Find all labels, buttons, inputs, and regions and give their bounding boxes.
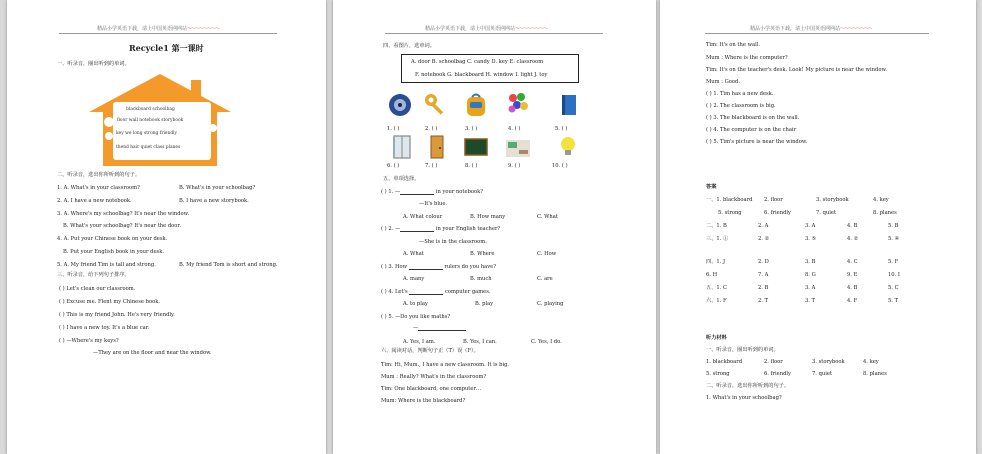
answer-key-item: 3. T	[805, 298, 816, 304]
judge-item: ( ) 1. Tim has a new desk.	[706, 91, 774, 97]
listening-word: 5. strong	[706, 371, 730, 377]
answer-key-item: 6. friendly	[764, 210, 791, 216]
answer-key-item: 6. H	[706, 272, 718, 278]
mc-option: A. to play	[403, 301, 428, 307]
answer-blank[interactable]: 5. ( )	[555, 126, 568, 132]
question-option: B. Put your English book in your desk.	[63, 249, 164, 255]
mc-option: B. much	[470, 276, 492, 282]
answer-blank[interactable]: 1. ( )	[387, 126, 400, 132]
dialogue-line: Mum : Good.	[706, 79, 740, 85]
mc-question: ( ) 4. Let's computer games.	[381, 289, 491, 295]
mc-option: C. Yes, I do.	[531, 339, 562, 345]
answer-key-item: 四、1. J	[706, 259, 726, 265]
order-item: ( ) I have a new toy. It's a blue car.	[59, 325, 150, 331]
door-picture	[423, 134, 449, 160]
page-header: 精品小学英语下载，请上中国英语网网站〜〜〜〜〜〜〜〜	[425, 26, 548, 32]
mc-option: B. Yes, I can.	[463, 339, 497, 345]
order-item: ( ) Let's clean our classroom.	[59, 286, 136, 292]
answer-key-item: 5. ④	[888, 236, 900, 242]
question-option: B. My friend Tom is short and strong.	[179, 262, 278, 268]
key-picture	[423, 92, 449, 118]
dialogue-line: Mum : Really? What's in the classroom?	[381, 374, 487, 380]
answer-key-item: 8. planes	[873, 210, 897, 216]
section-4-heading: 四、看图片，选单词。	[383, 43, 435, 49]
house-words-row: thend hair quiet class planes	[116, 145, 181, 150]
answer-key-item: 8. G	[805, 272, 816, 278]
order-item: ( ) —Where's my keys?	[59, 338, 119, 344]
listening-word: 8. planes	[863, 371, 887, 377]
judge-item: ( ) 5. Tim's picture is near the window.	[706, 139, 808, 145]
word-bank-row: A. door B. schoolbag C. candy D. key E. classroom	[411, 59, 544, 65]
page-title: Recycle1 第一课时	[129, 43, 204, 53]
page-header: 精品小学英语下载，请上中国英语网网站〜〜〜〜〜〜〜〜	[97, 26, 220, 32]
section-2-heading: 二、听录音，选出你所听到的句子。	[57, 172, 141, 178]
header-rule	[385, 33, 603, 34]
order-item: ( ) This is my friend John. He's very friendly.	[59, 312, 175, 318]
mc-option: C. What	[537, 214, 558, 220]
yoyo-toy-picture	[387, 92, 413, 118]
answer-blank[interactable]: 7. ( )	[425, 163, 438, 169]
mc-question: ( ) 3. How rulers do you have?	[381, 264, 497, 270]
question-option: 1. A. What's in your classroom?	[57, 185, 140, 191]
header-rule	[59, 33, 277, 34]
header-rule	[705, 33, 929, 34]
listening-section-heading: 二、听录音，选出你所听到的句子。	[706, 383, 790, 389]
mc-option: A. Yes, I am.	[403, 339, 436, 345]
answer-key-item: 2. ②	[758, 236, 770, 242]
house-words-row: key we long strong friendly	[116, 131, 178, 136]
question-option: 3. A. Where's my schoolbag? It's near the window.	[57, 211, 190, 217]
window-picture	[389, 134, 415, 160]
mc-option: A. What	[403, 251, 424, 257]
question-option: 2. A. I have a new notebook.	[57, 198, 132, 204]
answer-key-item: 9. E	[847, 272, 858, 278]
blackboard-picture	[463, 135, 489, 161]
answer-key-item: 2. floor	[764, 197, 783, 203]
answer-key-item: 7. quiet	[816, 210, 837, 216]
dialogue-line: Tim: Hi, Mum., I have a new classroom. It is big.	[381, 362, 510, 368]
light-bulb-picture	[555, 134, 581, 160]
answer-blank[interactable]: 4. ( )	[508, 126, 521, 132]
answer-key-item: 一、1. blackboard	[706, 197, 753, 203]
dialogue-line: Tim: It's on the wall.	[706, 42, 761, 48]
answer-key-item: 5. F	[888, 259, 899, 265]
answer-key-item: 2. B	[758, 285, 769, 291]
judge-item: ( ) 3. The blackboard is on the wall.	[706, 115, 800, 121]
question-option: B. I have a new storybook.	[179, 198, 249, 204]
listening-word: 3. storybook	[812, 359, 845, 365]
answer-key-item: 2. D	[758, 259, 769, 265]
listening-heading: 听力材料	[706, 335, 727, 341]
order-item: ( ) Excuse me. Flent my Chinese book.	[59, 299, 160, 305]
mc-question: ( ) 5. —Do you like maths?	[381, 314, 451, 320]
mc-answer-line: —It's blue.	[419, 201, 448, 207]
answer-key-item: 3. ⑤	[805, 236, 817, 242]
question-option: 5. A. My friend Tim is tall and strong.	[57, 262, 156, 268]
answer-key-item: 三、1. ①	[706, 236, 729, 242]
section-6-heading: 六、阅读对话，判断句子正（T）误（F）。	[381, 348, 479, 354]
answer-key-item: 六、1. F	[706, 298, 727, 304]
mc-answer-line: —	[413, 325, 466, 331]
house-words-row: blackboard schoolbag	[126, 107, 175, 112]
mc-option: C. How	[537, 251, 557, 257]
answer-key-item: 2. T	[758, 298, 769, 304]
answer-key-item: 10. I	[888, 272, 900, 278]
listening-sentence: 1. What's in your schoolbag?	[706, 395, 782, 401]
mc-option: C. are	[537, 276, 553, 282]
page-2	[333, 0, 656, 454]
listening-word: 2. floor	[764, 359, 783, 365]
answer-key-item: 2. A	[758, 223, 769, 229]
answer-key-item: 5. B	[888, 223, 899, 229]
listening-word: 4. key	[863, 359, 879, 365]
answer-blank[interactable]: 8. ( )	[465, 163, 478, 169]
listening-word: 1. blackboard	[706, 359, 743, 365]
mc-option: B. play	[475, 301, 494, 307]
mc-question: ( ) 1. — in your notebook?	[381, 189, 484, 195]
answer-key-item: 4. F	[847, 298, 858, 304]
mc-question: ( ) 2. — in your English teacher?	[381, 226, 501, 232]
dialogue-line: Mum : Where is the computer?	[706, 55, 788, 61]
mc-answer-line: —She is in the classroom.	[419, 239, 487, 245]
notebook-picture	[555, 92, 581, 118]
listening-section-heading: 一、听录音，圈出听到的单词。	[706, 347, 779, 353]
mc-option: A. many	[403, 276, 425, 282]
answer-key-item: 5. strong	[718, 210, 742, 216]
answer-blank[interactable]: 6. ( )	[387, 163, 400, 169]
section-1-heading: 一、听录音，圈出听到的单词。	[57, 61, 130, 67]
page-3	[660, 0, 976, 454]
judge-item: ( ) 4. The computer is on the chair	[706, 127, 797, 133]
answer-key-item: 3. A	[805, 223, 816, 229]
page-1	[7, 0, 326, 454]
answer-blank[interactable]: 10. ( )	[552, 163, 568, 169]
answer-key-item: 5. T	[888, 298, 899, 304]
house-words-row: floor wall notebook storybook	[117, 118, 184, 123]
answer-key-item: 7. A	[758, 272, 769, 278]
word-bank-row: F. notebook G. blackboard H. window I. light J. toy	[415, 72, 548, 78]
answer-key-item: 4. ②	[847, 236, 859, 242]
question-option: B. What's your schoolbag? It's near the door.	[63, 223, 181, 229]
dialogue-line: Tim: It's on the teacher's desk. Look! My picture is near the window.	[706, 67, 887, 73]
answer-blank[interactable]: 3. ( )	[465, 126, 478, 132]
mc-option: A. What colour	[403, 214, 443, 220]
answer-key-item: 3. B	[805, 259, 816, 265]
section-5-heading: 五、单项选择。	[383, 176, 420, 182]
answer-key-item: 4. B	[847, 223, 858, 229]
question-option: 4. A. Put your Chinese book on your desk.	[57, 236, 168, 242]
mc-option: B. Where	[470, 251, 495, 257]
schoolbag-picture	[463, 92, 489, 118]
answer-key-item: 3. storybook	[816, 197, 849, 203]
question-option: B. What's in your schoolbag?	[179, 185, 256, 191]
answer-key-item: 4. B	[847, 285, 858, 291]
order-item-answer: —They are on the floor and near the window.	[93, 350, 212, 356]
dialogue-line: Mum: Where is the blackboard?	[381, 398, 466, 404]
answer-blank[interactable]: 9. ( )	[508, 163, 521, 169]
answer-key-item: 4. C	[847, 259, 858, 265]
answer-blank[interactable]: 2. ( )	[425, 126, 438, 132]
judge-item: ( ) 2. The classroom is big.	[706, 103, 776, 109]
answer-key-item: 3. A	[805, 285, 816, 291]
answer-key-item: 二、1. B	[706, 223, 727, 229]
answer-key-heading: 答案	[706, 184, 717, 190]
candy-picture	[505, 90, 531, 116]
dialogue-line: Tim: One blackboard, one computer…	[381, 386, 482, 392]
section-3-heading: 三、听录音，给下列句子排序。	[57, 272, 130, 278]
answer-key-item: 4. key	[873, 197, 889, 203]
listening-word: 7. quiet	[812, 371, 833, 377]
answer-key-item: 5. C	[888, 285, 899, 291]
listening-word: 6. friendly	[764, 371, 791, 377]
classroom-picture	[505, 134, 531, 160]
mc-option: B. How many	[470, 214, 506, 220]
answer-key-item: 五、1. C	[706, 285, 727, 291]
page-header: 精品小学英语下载，请上中国英语网网站〜〜〜〜〜〜〜〜	[750, 26, 873, 32]
mc-option: C. playing	[537, 301, 564, 307]
